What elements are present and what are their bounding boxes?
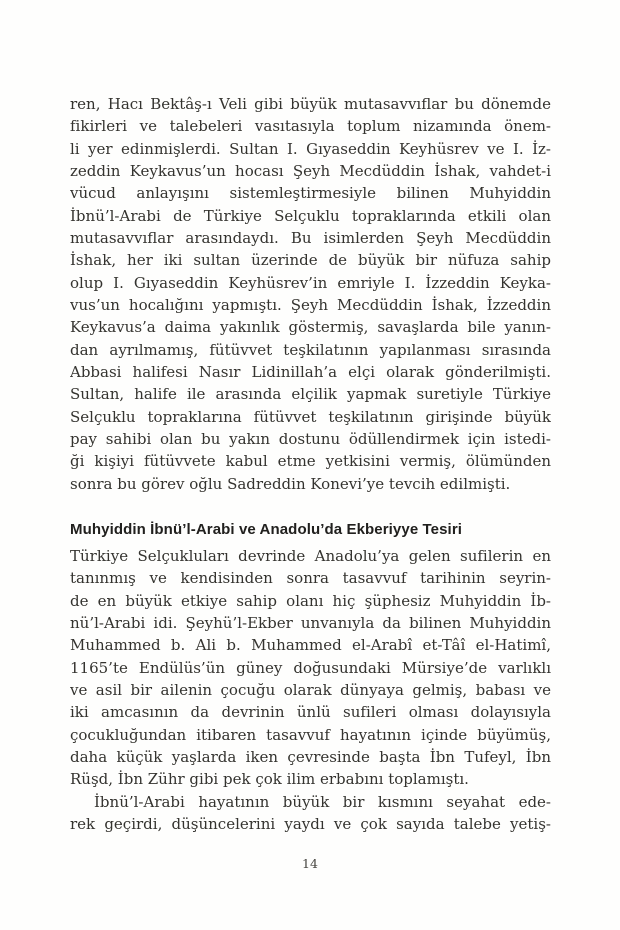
text-line: nü’l-Arabi idi. Şeyhü’l-Ekber unvanıyla da bilinen Muhyiddin <box>70 613 551 632</box>
text-line: li yer edinmişlerdi. Sultan I. Gıyaseddin Keyhüsrev ve I. İz- <box>70 139 551 158</box>
text-line: sonra bu görev oğlu Sadreddin Konevi’ye tevcih edilmişti. <box>70 474 511 493</box>
page-text-column <box>70 93 551 835</box>
text-line: mutasavvıflar arasındaydı. Bu isimlerden Şeyh Mecdüddin <box>70 228 551 247</box>
text-line: 1165’te Endülüs’ün güney doğusundaki Mürsiye’de varlıklı <box>70 658 551 677</box>
text-line: Selçuklu topraklarına fütüvvet teşkilatının girişinde büyük <box>70 407 551 426</box>
text-line: iki amcasının da devrinin ünlü sufileri olması dolayısıyla <box>70 703 551 722</box>
text-line: Sultan, halife ile arasında elçilik yapmak suretiyle Türkiye <box>70 385 551 404</box>
text-line: rek geçirdi, düşüncelerini yaydı ve çok sayıda talebe yetiş- <box>70 814 551 833</box>
text-line: vus’un hocalığını yapmıştı. Şeyh Mecdüddin İshak, İzzeddin <box>70 295 551 314</box>
text-line: İbnü’l-Arabi hayatının büyük bir kısmını seyahat ede- <box>94 792 551 811</box>
text-line: tanınmış ve kendisinden sonra tasavvuf tarihinin seyrin- <box>70 569 551 588</box>
text-line: Rüşd, İbn Zühr gibi pek çok ilim erbabını toplamıştı. <box>70 770 469 789</box>
paragraph-new <box>70 791 551 836</box>
text-line: zeddin Keykavus’un hocası Şeyh Mecdüddin İshak, vahdet-i <box>70 161 551 180</box>
text-line: fikirleri ve talebeleri vasıtasıyla toplum nizamında önem- <box>70 117 551 136</box>
text-line: Keykavus’a daima yakınlık göstermiş, savaşlarda bile yanın- <box>70 318 551 337</box>
text-line: vücud anlayışını sistemleştirmesiyle bilinen Muhyiddin <box>70 184 551 203</box>
section-heading: Muhyiddin İbnü’l-Arabi ve Anadolu’da Ekberiyye Tesiri <box>70 520 463 538</box>
text-line: İbnü’l-Arabi de Türkiye Selçuklu topraklarında etkili olan <box>70 206 551 225</box>
text-line: Türkiye Selçukluları devrinde Anadolu’ya gelen sufilerin en <box>70 546 551 565</box>
text-line: Muhammed b. Ali b. Muhammed el-Arabî et-Tâî el-Hatimî, <box>70 636 551 655</box>
paragraph <box>70 545 551 791</box>
paragraph-continuation <box>70 93 551 495</box>
text-line: pay sahibi olan bu yakın dostunu ödüllendirmek için istedi- <box>70 429 551 448</box>
text-line: çocukluğundan itibaren tasavvuf hayatının içinde büyümüş, <box>70 725 551 744</box>
text-line: ği kişiyi fütüvvete kabul etme yetkisini vermiş, ölümünden <box>70 452 551 471</box>
text-line: daha küçük yaşlarda iken çevresinde başta İbn Tufeyl, İbn <box>70 747 551 766</box>
text-line: Abbasi halifesi Nasır Lidinillah’a elçi olarak gönderilmişti. <box>70 362 551 381</box>
text-line: ren, Hacı Bektâş-ı Veli gibi büyük mutasavvıflar bu dönemde <box>70 95 551 113</box>
page-number: 14 <box>302 856 318 871</box>
text-line: olup I. Gıyaseddin Keyhüsrev’in emriyle I. İzzeddin Keyka- <box>70 273 551 292</box>
text-line: İshak, her iki sultan üzerinde de büyük bir nüfuza sahip <box>70 251 551 270</box>
text-line: ve asil bir ailenin çocuğu olarak dünyaya gelmiş, babası ve <box>70 680 551 699</box>
text-line: dan ayrılmamış, fütüvvet teşkilatının yapılanması sırasında <box>70 340 551 359</box>
text-line: de en büyük etkiye sahip olanı hiç şüphesiz Muhyiddin İb- <box>70 591 551 610</box>
